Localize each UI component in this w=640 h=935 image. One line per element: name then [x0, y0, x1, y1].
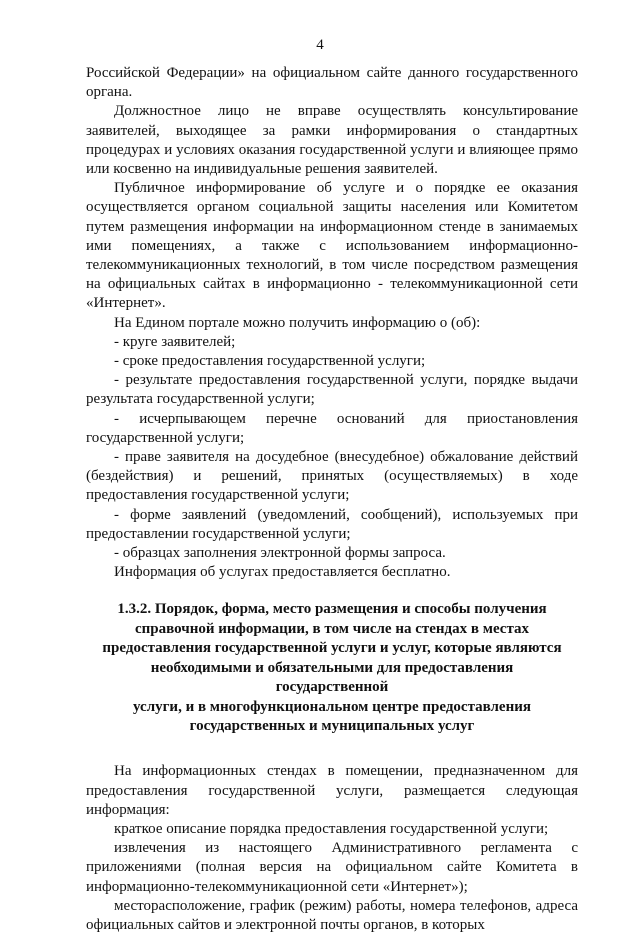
heading-line: государственных и муниципальных услуг [189, 717, 475, 734]
document-body [86, 64, 578, 935]
heading-line: предоставления государственной услуги и услуг, которые являются [102, 640, 562, 657]
section1-paragraph: Информация об услугах предоставляется бесплатно. [114, 564, 451, 581]
heading-line: справочной информации, в том числе на стендах в местах [134, 620, 530, 637]
section1-paragraph: - результате предоставления государственной услуги, порядке выдачи результата государственной услуги; [86, 372, 578, 408]
heading-line: услуги, и в многофункциональном центре предоставления [133, 698, 531, 715]
section-stands [86, 762, 578, 935]
section-informing [86, 64, 578, 582]
section2-paragraph: извлечения из настоящего Административного регламента с приложениями (полная версия на официальном сайте Комитета в информационно-телекоммуникационной сети «Интернет»); [86, 840, 578, 895]
section2-paragraph: краткое описание порядка предоставления государственной услуги; [114, 820, 549, 837]
section2-paragraph: На информационных стендах в помещении, предназначенном для предоставления государственной услуги, размещается следующая информация: [86, 763, 578, 818]
section1-paragraph: Публичное информирование об услуге и о порядке ее оказания осуществляется органом социальной защиты населения или Комитетом путем размещения информации на информационном стенде в занимаемых ими помещениях, а также с использованием информационно-телекоммуникационных технологий, в том числе посредством размещения на официальных сайтах в информационно - телекоммуникационной сети «Интернет». [86, 180, 578, 312]
section1-paragraph: - сроке предоставления государственной услуги; [114, 353, 426, 370]
section1-paragraph: - круге заявителей; [114, 333, 236, 350]
section1-paragraph: - исчерпывающем перечне оснований для приостановления государственной услуги; [86, 410, 578, 446]
heading-line: 1.3.2. Порядок, форма, место размещения и способы получения [117, 601, 547, 618]
section1-paragraph: - форме заявлений (уведомлений, сообщений), используемых при предоставлении государственной услуги; [86, 506, 578, 542]
section1-paragraph: Должностное лицо не вправе осуществлять консультирование заявителей, выходящее за рамки информирования о стандартных процедурах и условиях оказания государственной услуги и влияющее прямо или косвенно на индивидуальные решения заявителей. [86, 103, 578, 178]
section1-paragraph: Российской Федерации» на официальном сайте данного государственного органа. [86, 65, 578, 101]
section2-paragraph: месторасположение, график (режим) работы, номера телефонов, адреса официальных сайтов и электронной почты органов, в которых [86, 897, 578, 933]
section1-paragraph: - праве заявителя на досудебное (внесудебное) обжалование действий (бездействия) и решений, принятых (осуществляемых) в ходе предоставления государственной услуги; [86, 449, 578, 504]
section1-paragraph: - образцах заполнения электронной формы запроса. [114, 545, 446, 562]
section-heading-1-3-2 [96, 600, 568, 736]
section1-paragraph: На Едином портале можно получить информацию о (об): [114, 314, 481, 331]
heading-line: необходимыми и обязательными для предоставления государственной [150, 659, 514, 696]
page-number: 4 [316, 37, 324, 53]
